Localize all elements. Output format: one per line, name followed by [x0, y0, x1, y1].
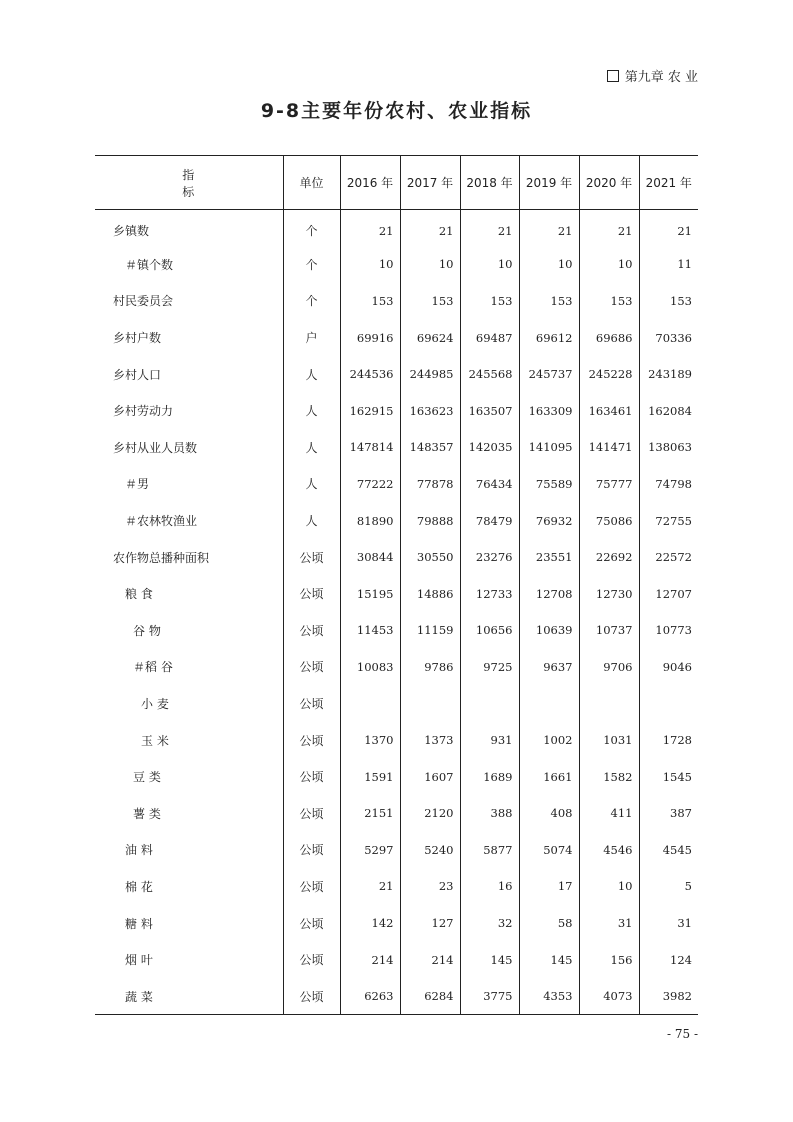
- row-value: 10083: [340, 649, 400, 686]
- row-value: 243189: [639, 356, 698, 393]
- table-row: [95, 758, 698, 795]
- row-value: 931: [460, 722, 519, 759]
- page-title: 9-8主要年份农村、农业指标: [260, 100, 533, 122]
- row-value: 138063: [639, 429, 698, 466]
- row-value: 5: [639, 868, 698, 905]
- table-row: [95, 392, 698, 429]
- row-value: 145: [519, 941, 579, 978]
- table-row: [95, 612, 698, 649]
- row-value: 4073: [579, 978, 639, 1015]
- row-unit: 公顷: [283, 978, 340, 1015]
- header-year: 2018 年: [460, 156, 519, 210]
- row-label: 小 麦: [141, 697, 169, 712]
- table-row: [95, 832, 698, 869]
- row-value: 1545: [639, 758, 698, 795]
- row-value: 1728: [639, 722, 698, 759]
- row-value: 75589: [519, 466, 579, 503]
- row-unit: 人: [283, 429, 340, 466]
- row-value: 11453: [340, 612, 400, 649]
- row-value: 22692: [579, 539, 639, 576]
- row-unit: 公顷: [283, 758, 340, 795]
- row-unit: 人: [283, 392, 340, 429]
- table-row: [95, 978, 698, 1015]
- row-label: 蔬 菜: [95, 978, 283, 1015]
- row-value: 30844: [340, 539, 400, 576]
- row-value: 69487: [460, 319, 519, 356]
- row-value: 10639: [519, 612, 579, 649]
- row-value: 411: [579, 795, 639, 832]
- row-value: 77222: [340, 466, 400, 503]
- row-value: 10773: [639, 612, 698, 649]
- header-year: 2016 年: [340, 156, 400, 210]
- row-value: 32: [460, 905, 519, 942]
- row-unit: 公顷: [283, 575, 340, 612]
- row-unit: 人: [283, 356, 340, 393]
- row-value: 2151: [340, 795, 400, 832]
- row-value: 69686: [579, 319, 639, 356]
- row-value: 75777: [579, 466, 639, 503]
- row-value: 145: [460, 941, 519, 978]
- row-unit: 人: [283, 466, 340, 503]
- row-value: 1002: [519, 722, 579, 759]
- row-value: 153: [519, 283, 579, 320]
- row-value: 124: [639, 941, 698, 978]
- row-value: 147814: [340, 429, 400, 466]
- table-row: [95, 466, 698, 503]
- row-value: 244536: [340, 356, 400, 393]
- header-year: 2019 年: [519, 156, 579, 210]
- row-value: 17: [519, 868, 579, 905]
- row-value: 163309: [519, 392, 579, 429]
- row-value: 21: [400, 210, 460, 247]
- row-label: 乡村从业人员数: [113, 440, 198, 455]
- row-value: 16: [460, 868, 519, 905]
- table-row: [95, 575, 698, 612]
- row-unit: 个: [283, 210, 340, 247]
- row-unit: 个: [283, 283, 340, 320]
- row-value: 153: [579, 283, 639, 320]
- row-value: 5297: [340, 832, 400, 869]
- row-value: 141471: [579, 429, 639, 466]
- row-value: 31: [579, 905, 639, 942]
- row-value: 10: [579, 868, 639, 905]
- row-unit: 公顷: [283, 941, 340, 978]
- row-label: 乡村人口: [113, 367, 162, 382]
- row-value: 1582: [579, 758, 639, 795]
- row-value: 1031: [579, 722, 639, 759]
- row-value: 78479: [460, 502, 519, 539]
- row-value: 9786: [400, 649, 460, 686]
- row-value: 81890: [340, 502, 400, 539]
- row-value: 153: [639, 283, 698, 320]
- row-value: 1689: [460, 758, 519, 795]
- row-value: [639, 685, 698, 722]
- row-value: 77878: [400, 466, 460, 503]
- table-row: [95, 795, 698, 832]
- running-header-text: 第九章 农 业: [624, 70, 698, 85]
- row-unit: 公顷: [283, 722, 340, 759]
- row-value: 6263: [340, 978, 400, 1015]
- row-value: 153: [340, 283, 400, 320]
- row-value: [340, 685, 400, 722]
- row-unit: 公顷: [283, 539, 340, 576]
- row-value: 69624: [400, 319, 460, 356]
- row-value: 74798: [639, 466, 698, 503]
- row-unit: 户: [283, 319, 340, 356]
- row-value: 3775: [460, 978, 519, 1015]
- table-row: [95, 685, 698, 722]
- row-value: 214: [400, 941, 460, 978]
- table-row: [95, 868, 698, 905]
- header-year: 2020 年: [579, 156, 639, 210]
- row-unit: 人: [283, 502, 340, 539]
- row-value: 3982: [639, 978, 698, 1015]
- row-value: 21: [340, 868, 400, 905]
- row-value: 69916: [340, 319, 400, 356]
- row-unit: 公顷: [283, 649, 340, 686]
- table-row: [95, 905, 698, 942]
- row-value: 148357: [400, 429, 460, 466]
- row-label: ＃稻 谷: [133, 660, 173, 675]
- row-value: 9725: [460, 649, 519, 686]
- row-value: 142035: [460, 429, 519, 466]
- row-value: 1373: [400, 722, 460, 759]
- row-value: 12730: [579, 575, 639, 612]
- row-value: [579, 685, 639, 722]
- table-header-row: [95, 156, 698, 210]
- row-value: 245737: [519, 356, 579, 393]
- row-value: 162915: [340, 392, 400, 429]
- row-value: 12708: [519, 575, 579, 612]
- row-label: 油 料: [125, 843, 153, 858]
- row-value: 30550: [400, 539, 460, 576]
- row-value: 21: [579, 210, 639, 247]
- row-value: 163507: [460, 392, 519, 429]
- row-value: 388: [460, 795, 519, 832]
- row-value: 11: [639, 246, 698, 283]
- row-value: 21: [460, 210, 519, 247]
- row-value: 163623: [400, 392, 460, 429]
- table-row: [95, 356, 698, 393]
- table-row: [95, 283, 698, 320]
- row-value: 9637: [519, 649, 579, 686]
- row-value: 23: [400, 868, 460, 905]
- row-unit: 公顷: [283, 832, 340, 869]
- row-value: 245568: [460, 356, 519, 393]
- row-value: 1370: [340, 722, 400, 759]
- row-value: 142: [340, 905, 400, 942]
- row-value: 11159: [400, 612, 460, 649]
- table-row: [95, 722, 698, 759]
- row-value: 156: [579, 941, 639, 978]
- row-label: 村民委员会: [113, 294, 174, 309]
- row-value: 5074: [519, 832, 579, 869]
- row-label: 乡镇数: [113, 224, 150, 239]
- row-unit: 公顷: [283, 868, 340, 905]
- row-label: ＃男: [125, 477, 150, 492]
- row-value: 6284: [400, 978, 460, 1015]
- row-label: 农作物总播种面积: [113, 550, 210, 565]
- row-value: 79888: [400, 502, 460, 539]
- row-value: [519, 685, 579, 722]
- header-year: 2021 年: [639, 156, 698, 210]
- row-value: 163461: [579, 392, 639, 429]
- row-value: 76932: [519, 502, 579, 539]
- row-value: 23551: [519, 539, 579, 576]
- header-year: 2017 年: [400, 156, 460, 210]
- row-value: 12707: [639, 575, 698, 612]
- row-label: 粮 食: [125, 587, 153, 602]
- header-indicator: 指 标: [95, 156, 283, 210]
- row-unit: 公顷: [283, 685, 340, 722]
- row-label: 糖 料: [125, 916, 153, 931]
- header-unit: 单位: [283, 156, 340, 210]
- row-value: 23276: [460, 539, 519, 576]
- row-value: 12733: [460, 575, 519, 612]
- row-label: ＃镇个数: [125, 257, 174, 272]
- row-value: 4545: [639, 832, 698, 869]
- row-label: 玉 米: [141, 733, 169, 748]
- row-value: 1591: [340, 758, 400, 795]
- table-row: [95, 539, 698, 576]
- row-value: 153: [460, 283, 519, 320]
- row-label: ＃农林牧渔业: [125, 514, 198, 529]
- row-label: 乡村劳动力: [113, 404, 174, 419]
- row-value: 10: [519, 246, 579, 283]
- row-value: 5240: [400, 832, 460, 869]
- row-value: 153: [400, 283, 460, 320]
- row-unit: 公顷: [283, 795, 340, 832]
- row-value: 10: [579, 246, 639, 283]
- row-label: 烟 叶: [125, 953, 153, 968]
- row-value: 58: [519, 905, 579, 942]
- row-label: 薯 类: [133, 806, 161, 821]
- row-value: 10656: [460, 612, 519, 649]
- row-value: 76434: [460, 466, 519, 503]
- table-row: [95, 502, 698, 539]
- row-value: 21: [340, 210, 400, 247]
- table-row: [95, 941, 698, 978]
- row-unit: 公顷: [283, 612, 340, 649]
- row-value: 245228: [579, 356, 639, 393]
- row-value: 387: [639, 795, 698, 832]
- row-value: 1607: [400, 758, 460, 795]
- row-value: 15195: [340, 575, 400, 612]
- row-value: 4546: [579, 832, 639, 869]
- row-value: 10: [340, 246, 400, 283]
- row-value: 31: [639, 905, 698, 942]
- row-value: 244985: [400, 356, 460, 393]
- row-value: 69612: [519, 319, 579, 356]
- row-unit: 公顷: [283, 905, 340, 942]
- row-value: 408: [519, 795, 579, 832]
- table-body: [95, 210, 698, 1015]
- row-value: 2120: [400, 795, 460, 832]
- row-value: 14886: [400, 575, 460, 612]
- indicator-table: [95, 155, 698, 1015]
- square-box-icon: [607, 70, 619, 82]
- row-value: 10: [400, 246, 460, 283]
- row-value: 22572: [639, 539, 698, 576]
- table-row: [95, 649, 698, 686]
- row-value: 162084: [639, 392, 698, 429]
- row-label: 豆 类: [133, 770, 161, 785]
- row-value: 214: [340, 941, 400, 978]
- row-value: 127: [400, 905, 460, 942]
- table-row: [95, 319, 698, 356]
- row-label: 棉 花: [125, 879, 153, 894]
- row-value: 70336: [639, 319, 698, 356]
- running-header: [607, 66, 698, 85]
- row-value: [460, 685, 519, 722]
- row-value: 21: [639, 210, 698, 247]
- row-value: 9706: [579, 649, 639, 686]
- row-value: 4353: [519, 978, 579, 1015]
- page-number: - 75 -: [666, 1027, 698, 1041]
- table-row: [95, 246, 698, 283]
- row-value: 21: [519, 210, 579, 247]
- row-value: 75086: [579, 502, 639, 539]
- table-row: [95, 429, 698, 466]
- row-value: 5877: [460, 832, 519, 869]
- row-value: 10: [460, 246, 519, 283]
- row-value: 10737: [579, 612, 639, 649]
- row-value: 141095: [519, 429, 579, 466]
- row-value: [400, 685, 460, 722]
- row-value: 72755: [639, 502, 698, 539]
- row-unit: 个: [283, 246, 340, 283]
- row-label: 乡村户数: [113, 331, 162, 346]
- row-value: 1661: [519, 758, 579, 795]
- row-value: 9046: [639, 649, 698, 686]
- table-row: [95, 210, 698, 247]
- row-label: 谷 物: [133, 623, 161, 638]
